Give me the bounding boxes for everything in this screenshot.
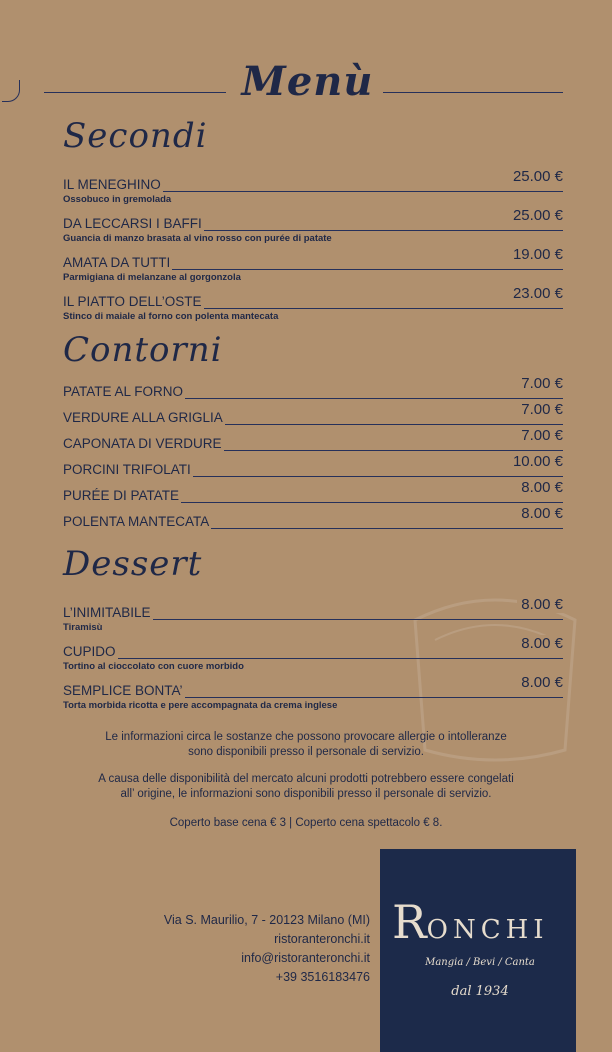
item-name: IL MENEGHINO — [63, 177, 161, 192]
item-description: Tortino al cioccolato con cuore morbido — [63, 661, 244, 672]
phone-number[interactable]: +39 3516183476 — [275, 970, 370, 984]
logo-tagline: Mangia / Bevi / Canta — [425, 957, 535, 968]
header-rule-right — [383, 92, 563, 93]
frozen-notice-line-1: A causa delle disponibilità del mercato alcuni prodotti potrebbero essere congelati — [98, 773, 514, 785]
item-price: 19.00 € — [509, 246, 563, 263]
logo-rest: ONCHI — [426, 915, 549, 945]
contact-info — [164, 911, 370, 987]
item-price: 7.00 € — [517, 427, 563, 444]
item-name: AMATA DA TUTTI — [63, 255, 171, 270]
item-name: DA LECCARSI I BAFFI — [63, 216, 202, 231]
item-description: Ossobuco in gremolada — [63, 194, 172, 205]
frozen-notice-line-2: all’ origine, le informazioni sono disponibili presso il personale di servizio. — [120, 788, 492, 800]
allergy-notice-line-2: sono disponibili presso il personale di servizio. — [188, 746, 424, 758]
item-name: PATATE AL FORNO — [63, 384, 184, 399]
website-link[interactable]: ristoranteronchi.it — [274, 932, 370, 946]
item-description: Guancia di manzo brasata al vino rosso con purée di patate — [63, 233, 332, 244]
item-name: PORCINI TRIFOLATI — [63, 462, 191, 477]
decorative-hook — [2, 80, 20, 102]
item-price: 8.00 € — [517, 479, 563, 496]
restaurant-logo — [380, 849, 576, 1052]
item-name: CAPONATA DI VERDURE — [63, 436, 222, 451]
logo-initial: R — [392, 895, 427, 949]
item-price: 8.00 € — [517, 635, 563, 652]
item-price: 8.00 € — [517, 505, 563, 522]
logo-since: dal 1934 — [451, 984, 509, 999]
page-title: Menù — [241, 58, 374, 105]
item-name: SEMPLICE BONTA’ — [63, 683, 183, 698]
section-title-dessert: Dessert — [63, 544, 203, 584]
menu-header — [0, 58, 612, 110]
item-name: PURÉE DI PATATE — [63, 488, 180, 503]
item-price: 25.00 € — [509, 168, 563, 185]
logo-wordmark — [392, 895, 572, 949]
allergy-notice — [60, 730, 552, 760]
item-name: POLENTA MANTECATA — [63, 514, 210, 529]
item-price: 7.00 € — [517, 375, 563, 392]
item-name: L’INIMITABILE — [63, 605, 151, 620]
address: Via S. Maurilio, 7 - 20123 Milano (MI) — [163, 913, 370, 927]
item-description: Parmigiana di melanzane al gorgonzola — [63, 272, 241, 283]
item-name: CUPIDO — [63, 644, 116, 659]
item-price: 25.00 € — [509, 207, 563, 224]
allergy-notice-line-1: Le informazioni circa le sostanze che possono provocare allergie o intolleranze — [105, 731, 507, 743]
section-title-secondi: Secondi — [63, 116, 208, 156]
cover-charge-notice: Coperto base cena € 3 | Coperto cena spettacolo € 8. — [169, 817, 443, 829]
section-title-contorni: Contorni — [63, 330, 223, 370]
item-description: Tiramisù — [63, 622, 103, 633]
item-name: VERDURE ALLA GRIGLIA — [63, 410, 223, 425]
leader-line — [63, 658, 563, 659]
item-price: 7.00 € — [517, 401, 563, 418]
header-rule-left — [44, 92, 226, 93]
email-link[interactable]: info@ristoranteronchi.it — [241, 951, 370, 965]
item-price: 23.00 € — [509, 285, 563, 302]
item-description: Stinco di maiale al forno con polenta mantecata — [63, 311, 279, 322]
item-name: IL PIATTO DELL’OSTE — [63, 294, 202, 309]
item-description: Torta morbida ricotta e pere accompagnata da crema inglese — [63, 700, 338, 711]
item-price: 10.00 € — [509, 453, 563, 470]
item-price: 8.00 € — [517, 674, 563, 691]
item-price: 8.00 € — [517, 596, 563, 613]
frozen-notice — [60, 772, 552, 802]
